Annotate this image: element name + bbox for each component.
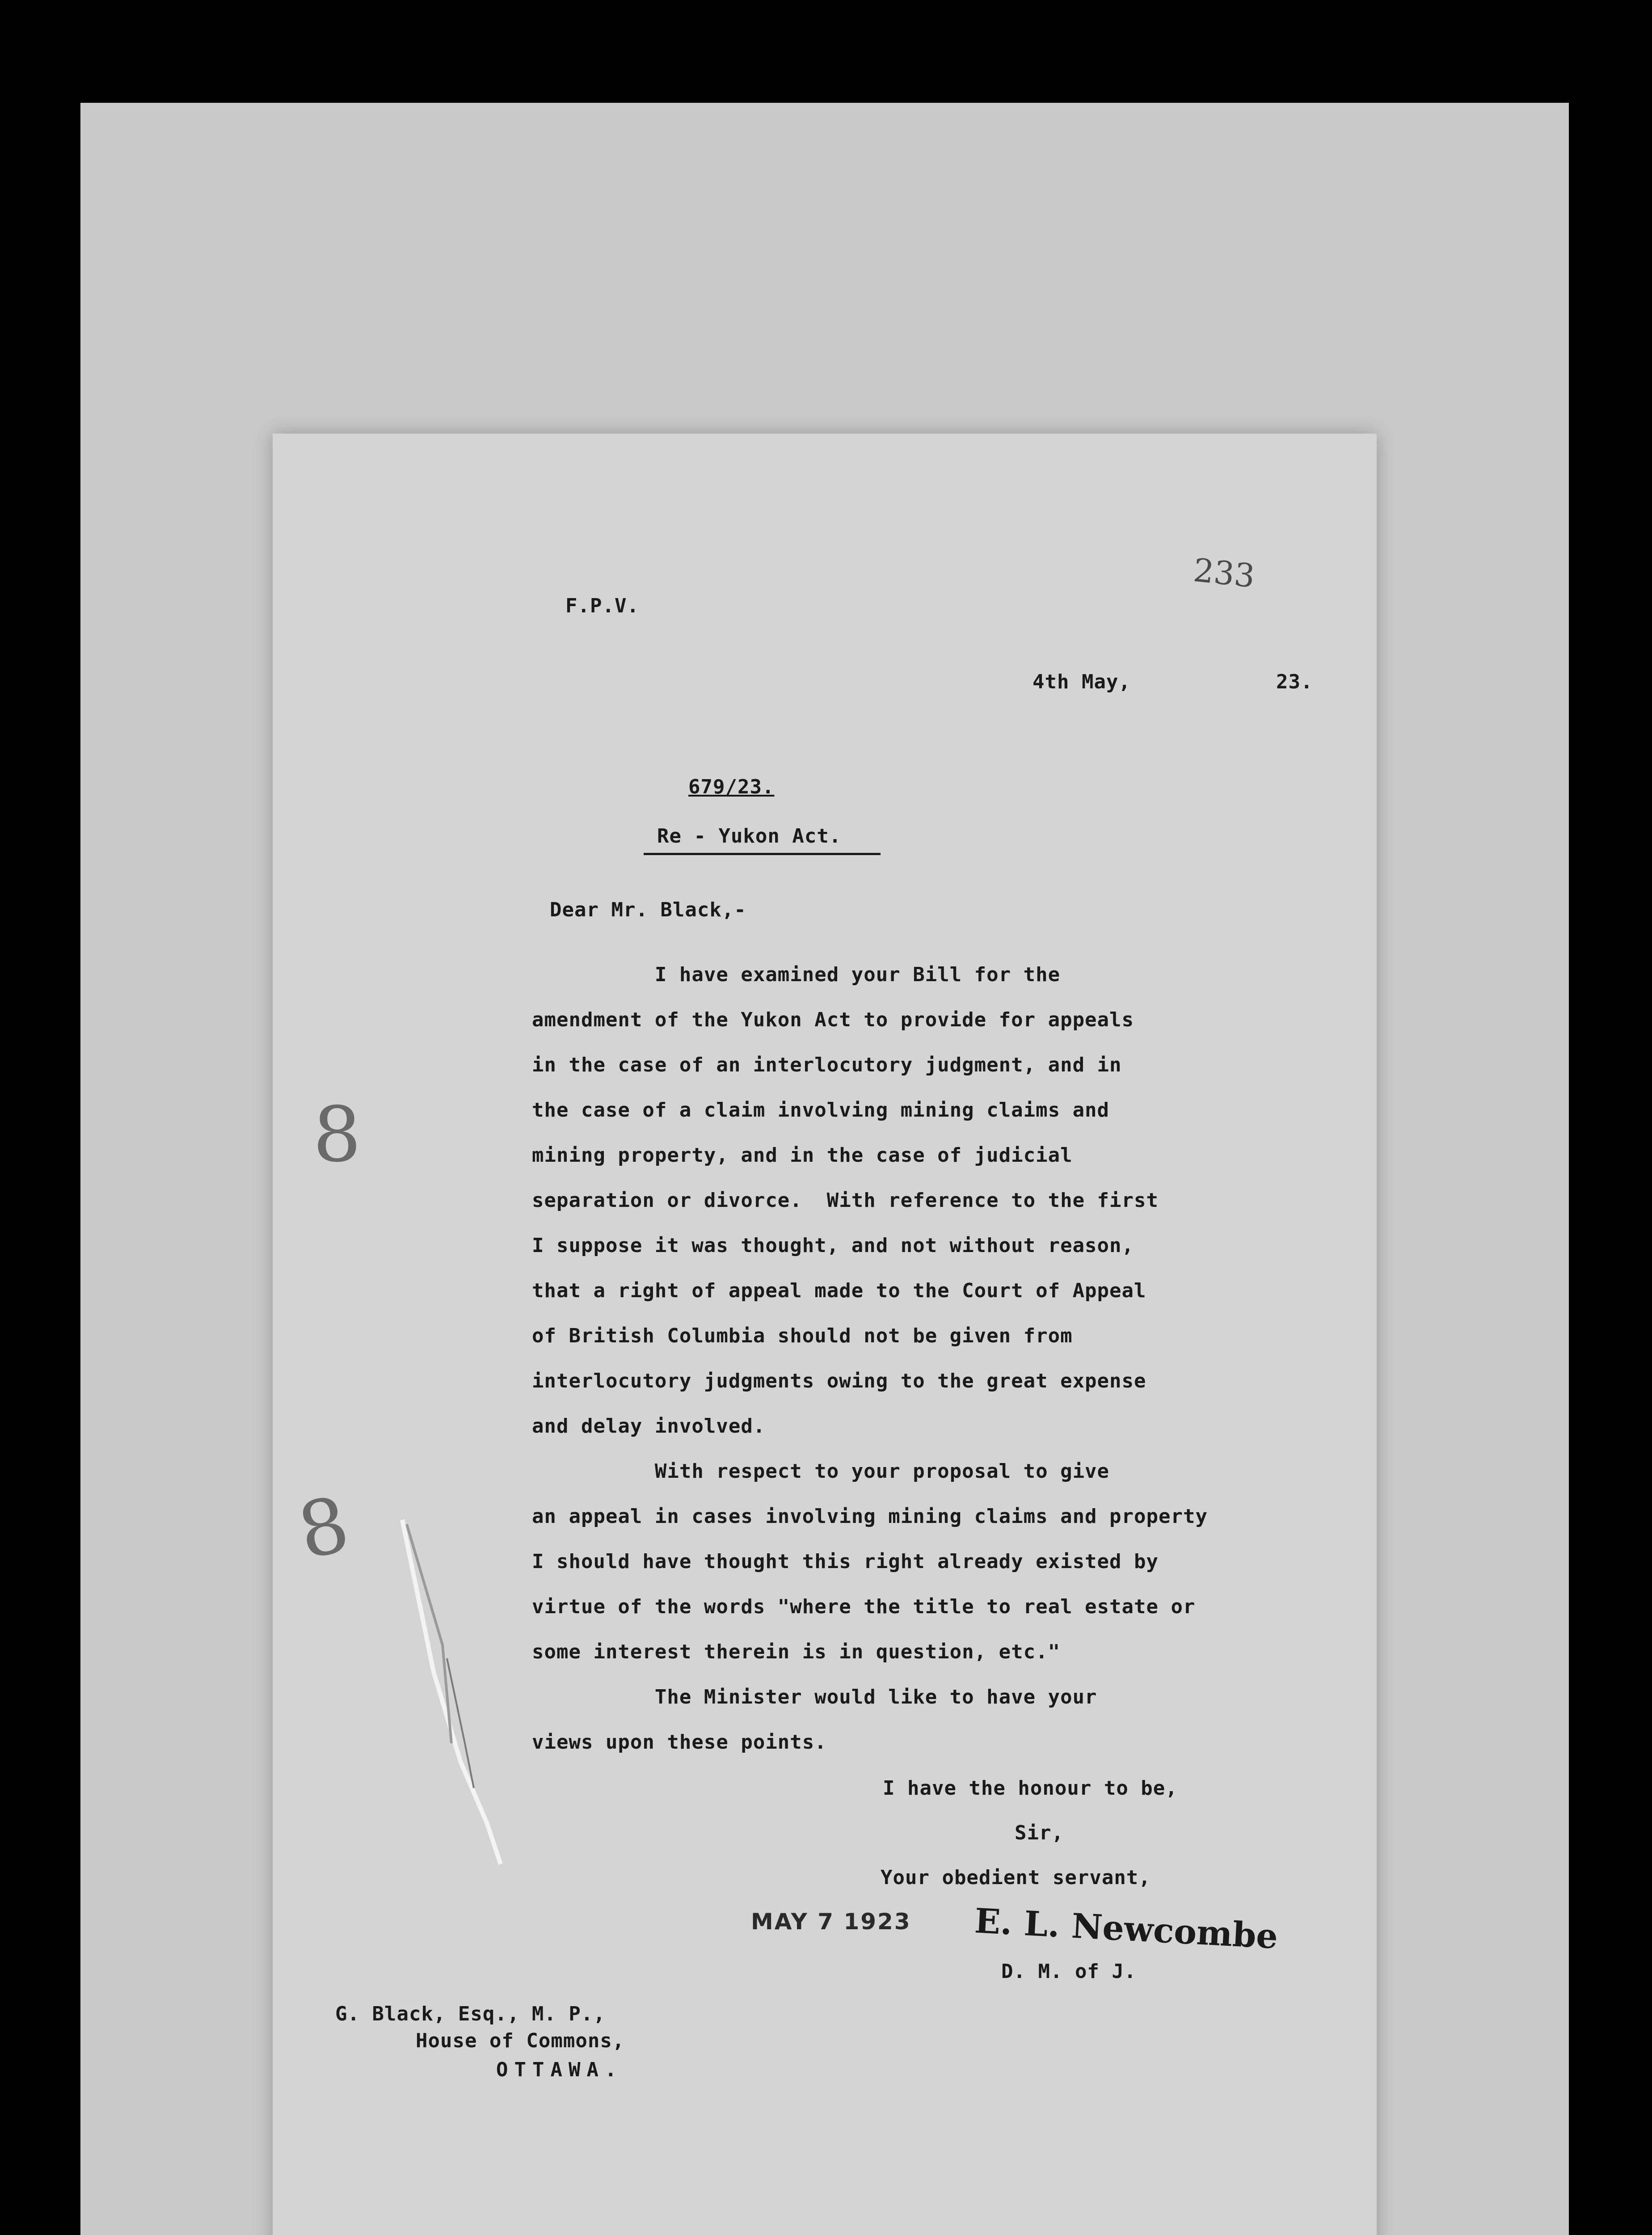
body-line: With respect to your proposal to give (532, 1460, 1110, 1483)
body-line: separation or divorce. With reference to the first (532, 1189, 1159, 1212)
body-line: I have examined your Bill for the (532, 963, 1061, 986)
archive-page-number: 233 (1191, 551, 1257, 595)
margin-mark: 8 (291, 1480, 357, 1577)
body-line: interlocutory judgments owing to the great expense (532, 1370, 1146, 1392)
body-line: mining property, and in the case of judicial (532, 1144, 1073, 1167)
closing-line-2: Sir, (1015, 1822, 1064, 1844)
margin-mark: 8 (313, 1091, 362, 1179)
signature: E. L. Newcombe (974, 1901, 1279, 1957)
address-line-3: OTTAWA. (496, 2058, 623, 2081)
address-line-1: G. Black, Esq., M. P., (335, 2003, 606, 2025)
subject-line: Re - Yukon Act. (657, 825, 842, 848)
salutation: Dear Mr. Black,- (550, 898, 746, 921)
paper-tear (393, 1511, 510, 1868)
body-line: views upon these points. (532, 1731, 827, 1754)
body-line: some interest therein is in question, etc." (532, 1640, 1061, 1663)
body-line: amendment of the Yukon Act to provide for appeals (532, 1008, 1134, 1031)
subject-underline (644, 853, 881, 855)
body-line: I should have thought this right already existed by (532, 1550, 1159, 1573)
body-line: The Minister would like to have your (532, 1686, 1097, 1708)
closing-line-3: Your obedient servant, (881, 1866, 1151, 1889)
body-line: virtue of the words "where the title to real estate or (532, 1595, 1196, 1618)
file-number: 679/23. (688, 776, 775, 798)
body-line: of British Columbia should not be given from (532, 1324, 1073, 1347)
body-line: the case of a claim involving mining claims and (532, 1099, 1110, 1122)
received-date-stamp: MAY 7 1923 (751, 1909, 911, 1935)
body-line: in the case of an interlocutory judgment, and in (532, 1054, 1122, 1076)
body-line: that a right of appeal made to the Court of Appeal (532, 1279, 1146, 1302)
body-line: and delay involved. (532, 1415, 766, 1438)
letter-year: 23. (1276, 670, 1313, 693)
signer-title: D. M. of J. (1001, 1960, 1137, 1983)
file-initials: F.P.V. (565, 595, 639, 617)
letter-body (532, 963, 1208, 1776)
letter-date: 4th May, (1032, 670, 1131, 693)
address-line-2: House of Commons, (416, 2029, 625, 2052)
body-line: I suppose it was thought, and not without reason, (532, 1234, 1134, 1257)
closing-line-1: I have the honour to be, (883, 1777, 1178, 1800)
body-line: an appeal in cases involving mining claims and property (532, 1505, 1208, 1528)
